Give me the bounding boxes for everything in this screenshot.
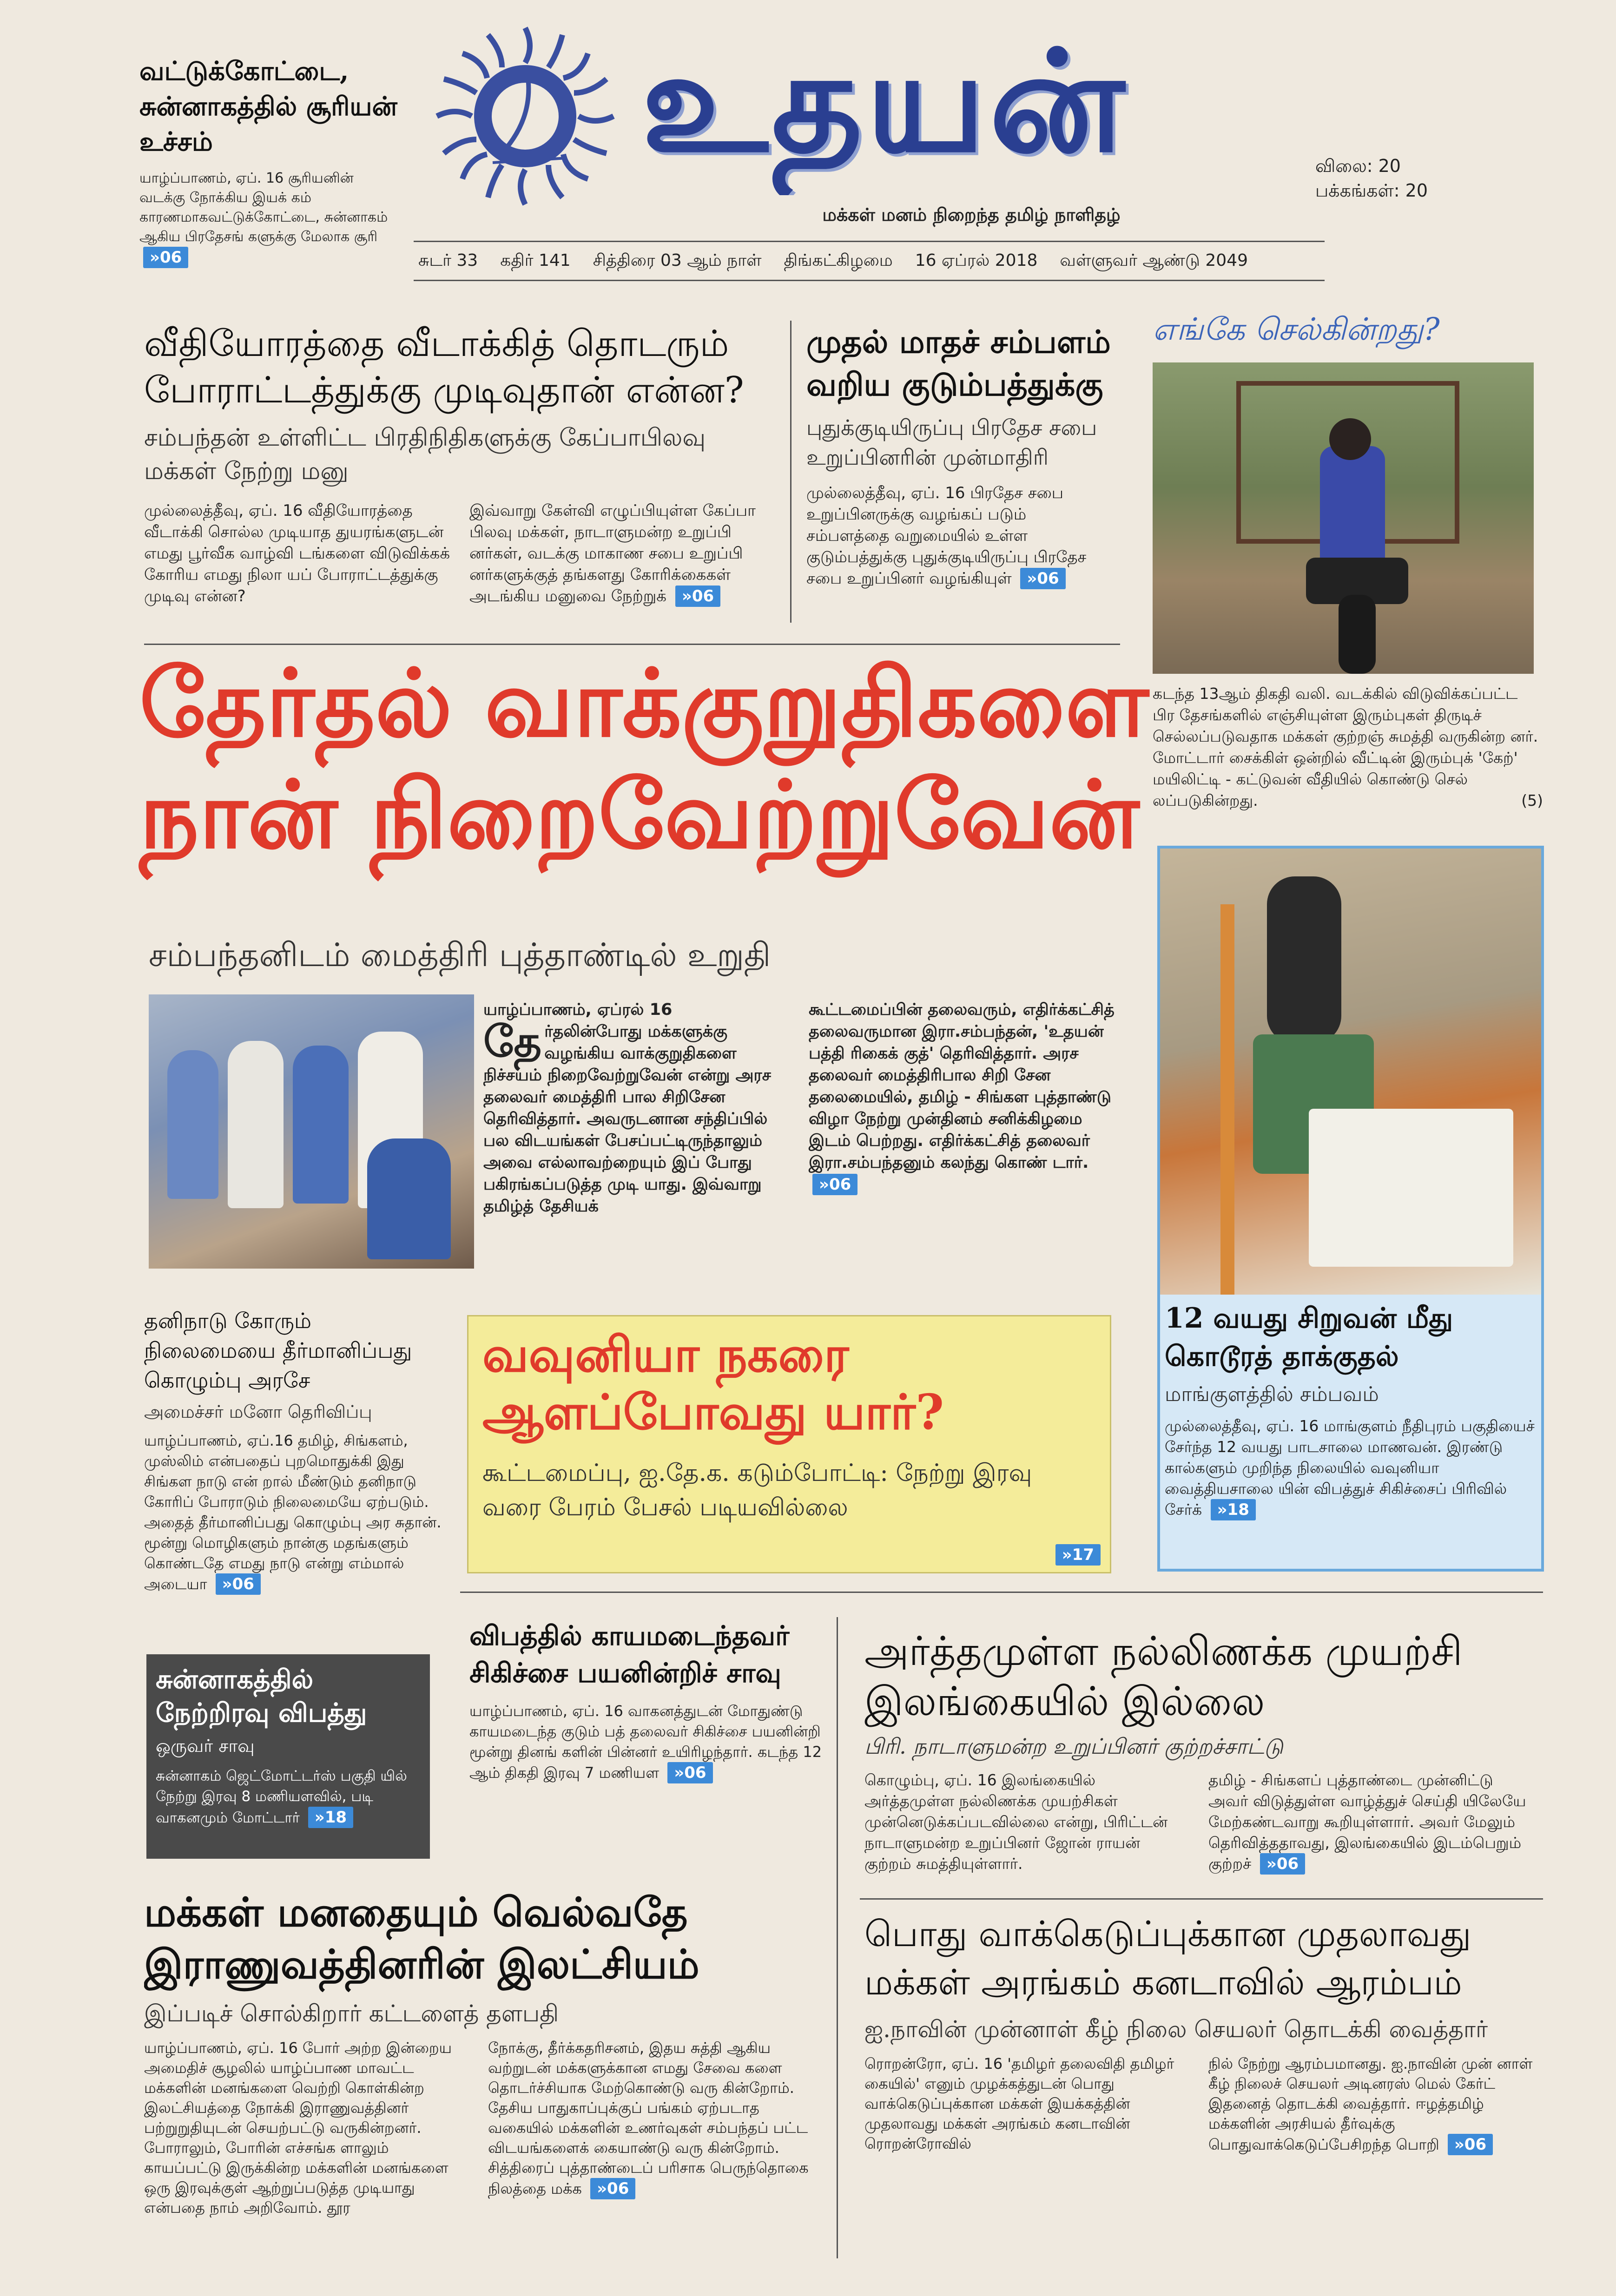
ear-page-link[interactable]: »06 [143,247,188,268]
lead-column-2: கூட்டமைப்பின் தலைவரும், எதிர்க்கட்சித் தலைவருமான இரா.சம்பந்தன், 'உதயன் பத்தி ரிகைக் குத்' தெரிவித்தார். அரச தலைவர் மைத்திரிபால சிறி சேன தலைமையில், தமிழ் - சிங்கள புத்தாண்டு விழா நேற்று முன்தினம் சனிக்கிழமை இடம் பெற்றது. எதிர்க்கட்சித் தலைவர் இரா.சம்பந்தனும் கலந்து கொண் டார். [809,1000,1115,1172]
vavuniya-subheadline: கூட்டமைப்பு, ஐ.தே.க. கடும்போட்டி: நேற்று இரவு வரை பேரம் பேசல் படியவில்லை [482,1459,1032,1521]
story3-headline: தனிநாடு கோரும் நிலைமையை தீர்மானிப்பது கொழும்பு அரசே [144,1308,412,1393]
story-canada-referendum [864,1910,1543,2291]
info-sudar: சுடர் 33 [418,251,478,270]
story-army [144,1887,823,2291]
story2-body: முல்லைத்தீவு, ஏப். 16 பிரதேச சபை உறுப்பினருக்கு வழங்கப் படும் சம்பளத்தை வறுமையில் உள்ள குடும்பத்துக்கு புதுக்குடியிருப்பு பிரதேச சபை உறுப்பினர் வழங்கியுள் [806,484,1087,588]
lead-column-1: ர்தலின்போது மக்களுக்கு வழங்கிய வாக்குறுதிகளை நிச்சயம் நிறைவேற்றுவேன் என்று அரச தலைவர் மைத்திரி பால சிறிசேன தெரிவித்தார். அவருடனான சந்திப்பில் பல விடயங்கள் பேசப்பட்டிருந்தாலும் அவை எல்லாவற்றையும் இப் போது பகிரங்கப்படுத்த முடி யாது. இவ்வாறு தமிழ்த் தேசியக் [483,1022,771,1216]
story-first-salary [806,321,1113,627]
info-kathir: கதிர் 141 [500,251,571,270]
story2-headline: முதல் மாதச் சம்பளம் வறிய குடும்பத்துக்கு [806,323,1111,403]
canada-subheadline: ஐ.நாவின் முன்னாள் கீழ் நிலை செயலர் தொடக்கி வைத்தார் [864,2016,1488,2043]
story-separate-state [144,1306,442,1640]
ear-headline: வட்டுக்கோட்டை, சுன்னாகத்தில் சூரியன் உச்சம் [139,56,397,157]
page-count: பக்கங்கள்: 20 [1315,180,1428,201]
ear-story [139,53,400,290]
lead-subheadline: சம்பந்தனிடம் மைத்திரி புத்தாண்டில் உறுதி [149,936,771,974]
masthead-info-bar [418,251,1325,274]
lead-dateline: யாழ்ப்பாணம், ஏப்ரல் 16 [483,1000,673,1019]
army-subheadline: இப்படிச் சொல்கிறார் கட்டளைத் தளபதி [144,2000,559,2027]
new-year-event-photo [149,994,474,1269]
lead-dropcap: தே [483,1017,542,1066]
story1-page-link[interactable]: »06 [675,586,720,607]
vavuniya-page-link[interactable]: »17 [1055,1544,1101,1566]
injured-body: யாழ்ப்பாணம், ஏப். 16 வாகனத்துடன் மோதுண்டு காயமடைந்த குடும் பத் தலைவர் சிகிச்சை பயனின்றி மூன்று தினங் களின் பின்னர் உயிரிழந்தார். கடந்த 12 ஆம் திகதி இரவு 7 மணியள [469,1702,822,1782]
lead-body [483,999,1115,1269]
reconcile-subheadline: பிரி. நாடாளுமன்ற உறுப்பினர் குற்றச்சாட்டு [864,1734,1283,1759]
injured-headline: விபத்தில் காயமடைந்தவர் சிகிச்சை பயனின்றிச் சாவு [469,1620,790,1689]
section-rule [460,1592,1543,1593]
story2-subheadline: புதுக்குடியிருப்பு பிரதேச சபை உறுப்பினரின் முன்மாதிரி [806,415,1097,470]
story3-body: யாழ்ப்பாணம், ஏப்.16 தமிழ், சிங்களம், முஸ்லிம் என்பதைப் புறமொதுக்கி இது சிங்கள நாடு என் றால் மீண்டும் தனிநாடு கோரிப் போராடும் நிலைமையே ஏற்படும். அதைத் தீர்மானிப்பது கொழும்பு அர சுதான். மூன்று மொழிகளும் நான்கு மதங்களும் கொண்டதே எமது நாடு என்று எம்மால் அடையா [144,1432,442,1593]
accident-box [146,1654,430,1859]
army-page-link[interactable]: »06 [590,2178,635,2199]
vavuniya-headline: வவுனியா நகரை ஆளப்போவது யார்? [482,1326,944,1441]
info-day: திங்கட்கிழமை [784,251,893,270]
lead-rule [144,644,1120,645]
army-column-1: யாழ்ப்பாணம், ஏப். 16 போர் அற்ற இன்றைய அமைதிச் சூழலில் யாழ்ப்பாண மாவட்ட மக்களின் மனங்களை வெற்றி கொள்கின்ற இலட்சியத்தை நோக்கி இராணுவத்தினர் பற்றுறுதியுடன் செயற்பட்டு வருகின்றனர். போராலும், போரின் எச்சங்க ளாலும் காயப்பட்டு இருக்கின்ற மக்களின் மனங்களை ஒரு இரவுக்குள் ஆற்றுப்படுத்த முடியாது என்பதை நாம் அறிவோம். தூர [144,2039,452,2217]
column-rule-2 [837,1617,838,2258]
accident-headline: சுன்னாகத்தில் நேற்றிரவு விபத்து [156,1664,367,1728]
masthead-rule-top [414,241,1325,242]
photo2-headline: 12 வயது சிறுவன் மீது கொடூரத் தாக்குதல் [1165,1302,1453,1373]
story1-column-1: முல்லைத்தீவு, ஏப். 16 வீதியோரத்தை வீடாக்கி சொல்ல முடியாத துயரங்களுடன் எமது பூர்வீக வாழ்வி டங்களை விடுவிக்கக் கோரிய எமது நிலா யப் போராட்டத்துக்கு முடிவு என்ன? [144,501,450,605]
canada-column-2: நில் நேற்று ஆரம்பமானது. ஐ.நாவின் முன் னாள் கீழ் நிலைச் செயலர் அடினரஸ் மெல் கேர்ட் இதனைத் தொடக்கி வைத்தார். ஈழத்தமிழ் மக்களின் அரசியல் தீர்வுக்கு பொதுவாக்கெடுப்பேசிறந்த பொறி [1208,2055,1533,2153]
reconcile-column-1: கொழும்பு, ஏப். 16 இலங்கையில் அர்த்தமுள்ள நல்லிணக்க முயற்சிகள் முன்னெடுக்கப்படவில்லை என்று, பிரிட்டன் நாடாளுமன்ற உறுப்பினர் ஜோன் ராயன் குற்றம் சுமத்தியுள்ளார். [864,1771,1168,1873]
scrap-metal-motorbike-photo [1153,362,1534,674]
masthead-title: உதயன் [641,21,1128,183]
lead-headline-line-2: நான் நிறைவேற்றுவேன் [139,761,1140,869]
info-date: 16 ஏப்ரல் 2018 [915,251,1038,270]
info-tamil-date: சித்திரை 03 ஆம் நாள் [593,251,762,270]
sun-emblem-icon [428,19,623,214]
lead-headline-line-1: தேர்தல் வாக்குறுதிகளை [139,650,1149,758]
story3-subheadline: அமைச்சர் மனோ தெரிவிப்பு [144,1401,372,1422]
story3-page-link[interactable]: »06 [216,1573,261,1595]
vavuniya-box [467,1315,1111,1573]
injured-boy-photo [1160,849,1541,1295]
story-roadside-protest [144,321,776,627]
lead-page-link[interactable]: »06 [812,1174,857,1195]
info-year: வள்ளுவர் ஆண்டு 2049 [1060,251,1248,270]
reconcile-headline: அர்த்தமுள்ள நல்லிணக்க முயற்சி இலங்கையில் இல்லை [864,1628,1463,1725]
story2-page-link[interactable]: »06 [1020,568,1065,589]
canada-rule [860,1898,1543,1900]
accident-page-link[interactable]: »18 [308,1807,353,1828]
story1-headline: வீதியோரத்தை வீடாக்கித் தொடரும் போராட்டத்துக்கு முடிவுதான் என்ன? [144,323,744,411]
story-reconciliation [864,1626,1543,1887]
canada-page-link[interactable]: »06 [1448,2134,1493,2155]
army-column-2: நோக்கு, தீர்க்கதரிசனம், இதய சுத்தி ஆகிய வற்றுடன் மக்களுக்கான எமது சேவை களை தொடர்ச்சியாக மேற்கொண்டு வரு கின்றோம். தேசிய பாதுகாப்புக்குப் பங்கம் ஏற்படாத வகையில் மக்களின் உணர்வுகள் சம்பந்தப் பட்ட விடயங்களைக் கையாண்டு வரு கின்றோம். சித்திரைப் புத்தாண்டைப் பரிசாக பெருந்தொகை நிலத்தை மக்க [488,2039,809,2197]
photo2-subheadline: மாங்குளத்தில் சம்பவம் [1165,1382,1379,1406]
canada-headline: பொது வாக்கெடுப்புக்கான முதலாவது மக்கள் அரங்கம் கனடாவில் ஆரம்பம் [864,1913,1471,2003]
price: விலை: 20 [1315,156,1401,176]
photo1-number: (5) [1521,791,1543,809]
masthead-rule-bottom [414,280,1325,281]
injured-boy-story [1157,846,1544,1572]
photo1-caption: கடந்த 13ஆம் திகதி வலி. வடக்கில் விடுவிக்கப்பட்ட பிர தேசங்களில் எஞ்சியுள்ள இரும்புகள் திருடிச் செல்லப்படுவதாக மக்கள் குற்றஞ் சுமத்தி வருகின்ற னர். மோட்டார் சைக்கிள் ஒன்றில் வீட்டின் இரும்புக் 'கேற்' மயிலிட்டி - கட்டுவன் வீதியில் கொண்டு செல் லப்படுகின்றது. (5) [1153,683,1543,811]
injured-page-link[interactable]: »06 [667,1762,712,1783]
reconcile-page-link[interactable]: »06 [1260,1853,1305,1875]
column-rule-1 [790,321,792,623]
ear-body: யாழ்ப்பாணம், ஏப். 16 சூரியனின் வடக்கு நோக்கிய இயக் கம் காரணமாகவட்டுக்கோட்டை, சுன்னாகம் ஆகிய பிரதேசங் களுக்கு மேலாக சூரி [139,170,388,245]
photo2-body: முல்லைத்தீவு, ஏப். 16 மாங்குளம் நீதிபுரம் பகுதியைச் சேர்ந்த 12 வயது பாடசாலை மாணவன். இரண்டு கால்களும் முறிந்த நிலையில் வவுனியா வைத்தியசாலை யின் விபத்துச் சிகிச்சைப் பிரிவில் சேர்க் [1165,1417,1535,1519]
accident-subheadline: ஒருவர் சாவு [156,1736,255,1756]
reconcile-column-2: தமிழ் - சிங்களப் புத்தாண்டை முன்னிட்டு அவர் விடுத்துள்ள வாழ்த்துச் செய்தி யிலேயே மேற்கண்டவாறு கூறியுள்ளார். அவர் மேலும் தெரிவித்ததாவது, இலங்கையில் இடம்பெறும் குற்றச் [1208,1771,1526,1873]
army-headline: மக்கள் மனதையும் வெல்வதே இராணுவத்தினரின் இலட்சியம் [144,1889,699,1988]
story1-subheadline: சம்பந்தன் உள்ளிட்ட பிரதிநிதிகளுக்கு கேப்பாபிலவு மக்கள் நேற்று மனு [144,424,706,485]
accident-body: சுன்னாகம் ஜெட்மோட்டர்ஸ் பகுதி யில் நேற்று இரவு 8 மணியளவில், படி வாகனமும் மோட்டார் [156,1768,407,1826]
photo2-page-link[interactable]: »18 [1211,1499,1256,1520]
photo1-headline: எங்கே செல்கின்றது? [1153,311,1440,347]
story1-column-2: இவ்வாறு கேள்வி எழுப்பியுள்ள கேப்பா பிலவு மக்கள், நாடாளுமன்ற உறுப்பி னர்கள், வடக்கு மாகாண சபை உறுப்பி னர்களுக்குத் தங்களது கோரிக்கைகள் அடங்கிய மனுவை நேற்றுக் [469,501,756,605]
canada-column-1: ரொறன்ரோ, ஏப். 16 'தமிழர் தலைவிதி தமிழர் கையில்' எனும் முழக்கத்துடன் பொது வாக்கெடுப்புக்கான மக்கள் இயக்கத்தின் முதலாவது மக்கள் அரங்கம் கனடாவின் ரொறன்ரோவில் [864,2055,1174,2152]
story-injured-death [469,1617,823,1859]
masthead-tagline: மக்கள் மனம் நிறைந்த தமிழ் நாளிதழ் [822,204,1121,225]
